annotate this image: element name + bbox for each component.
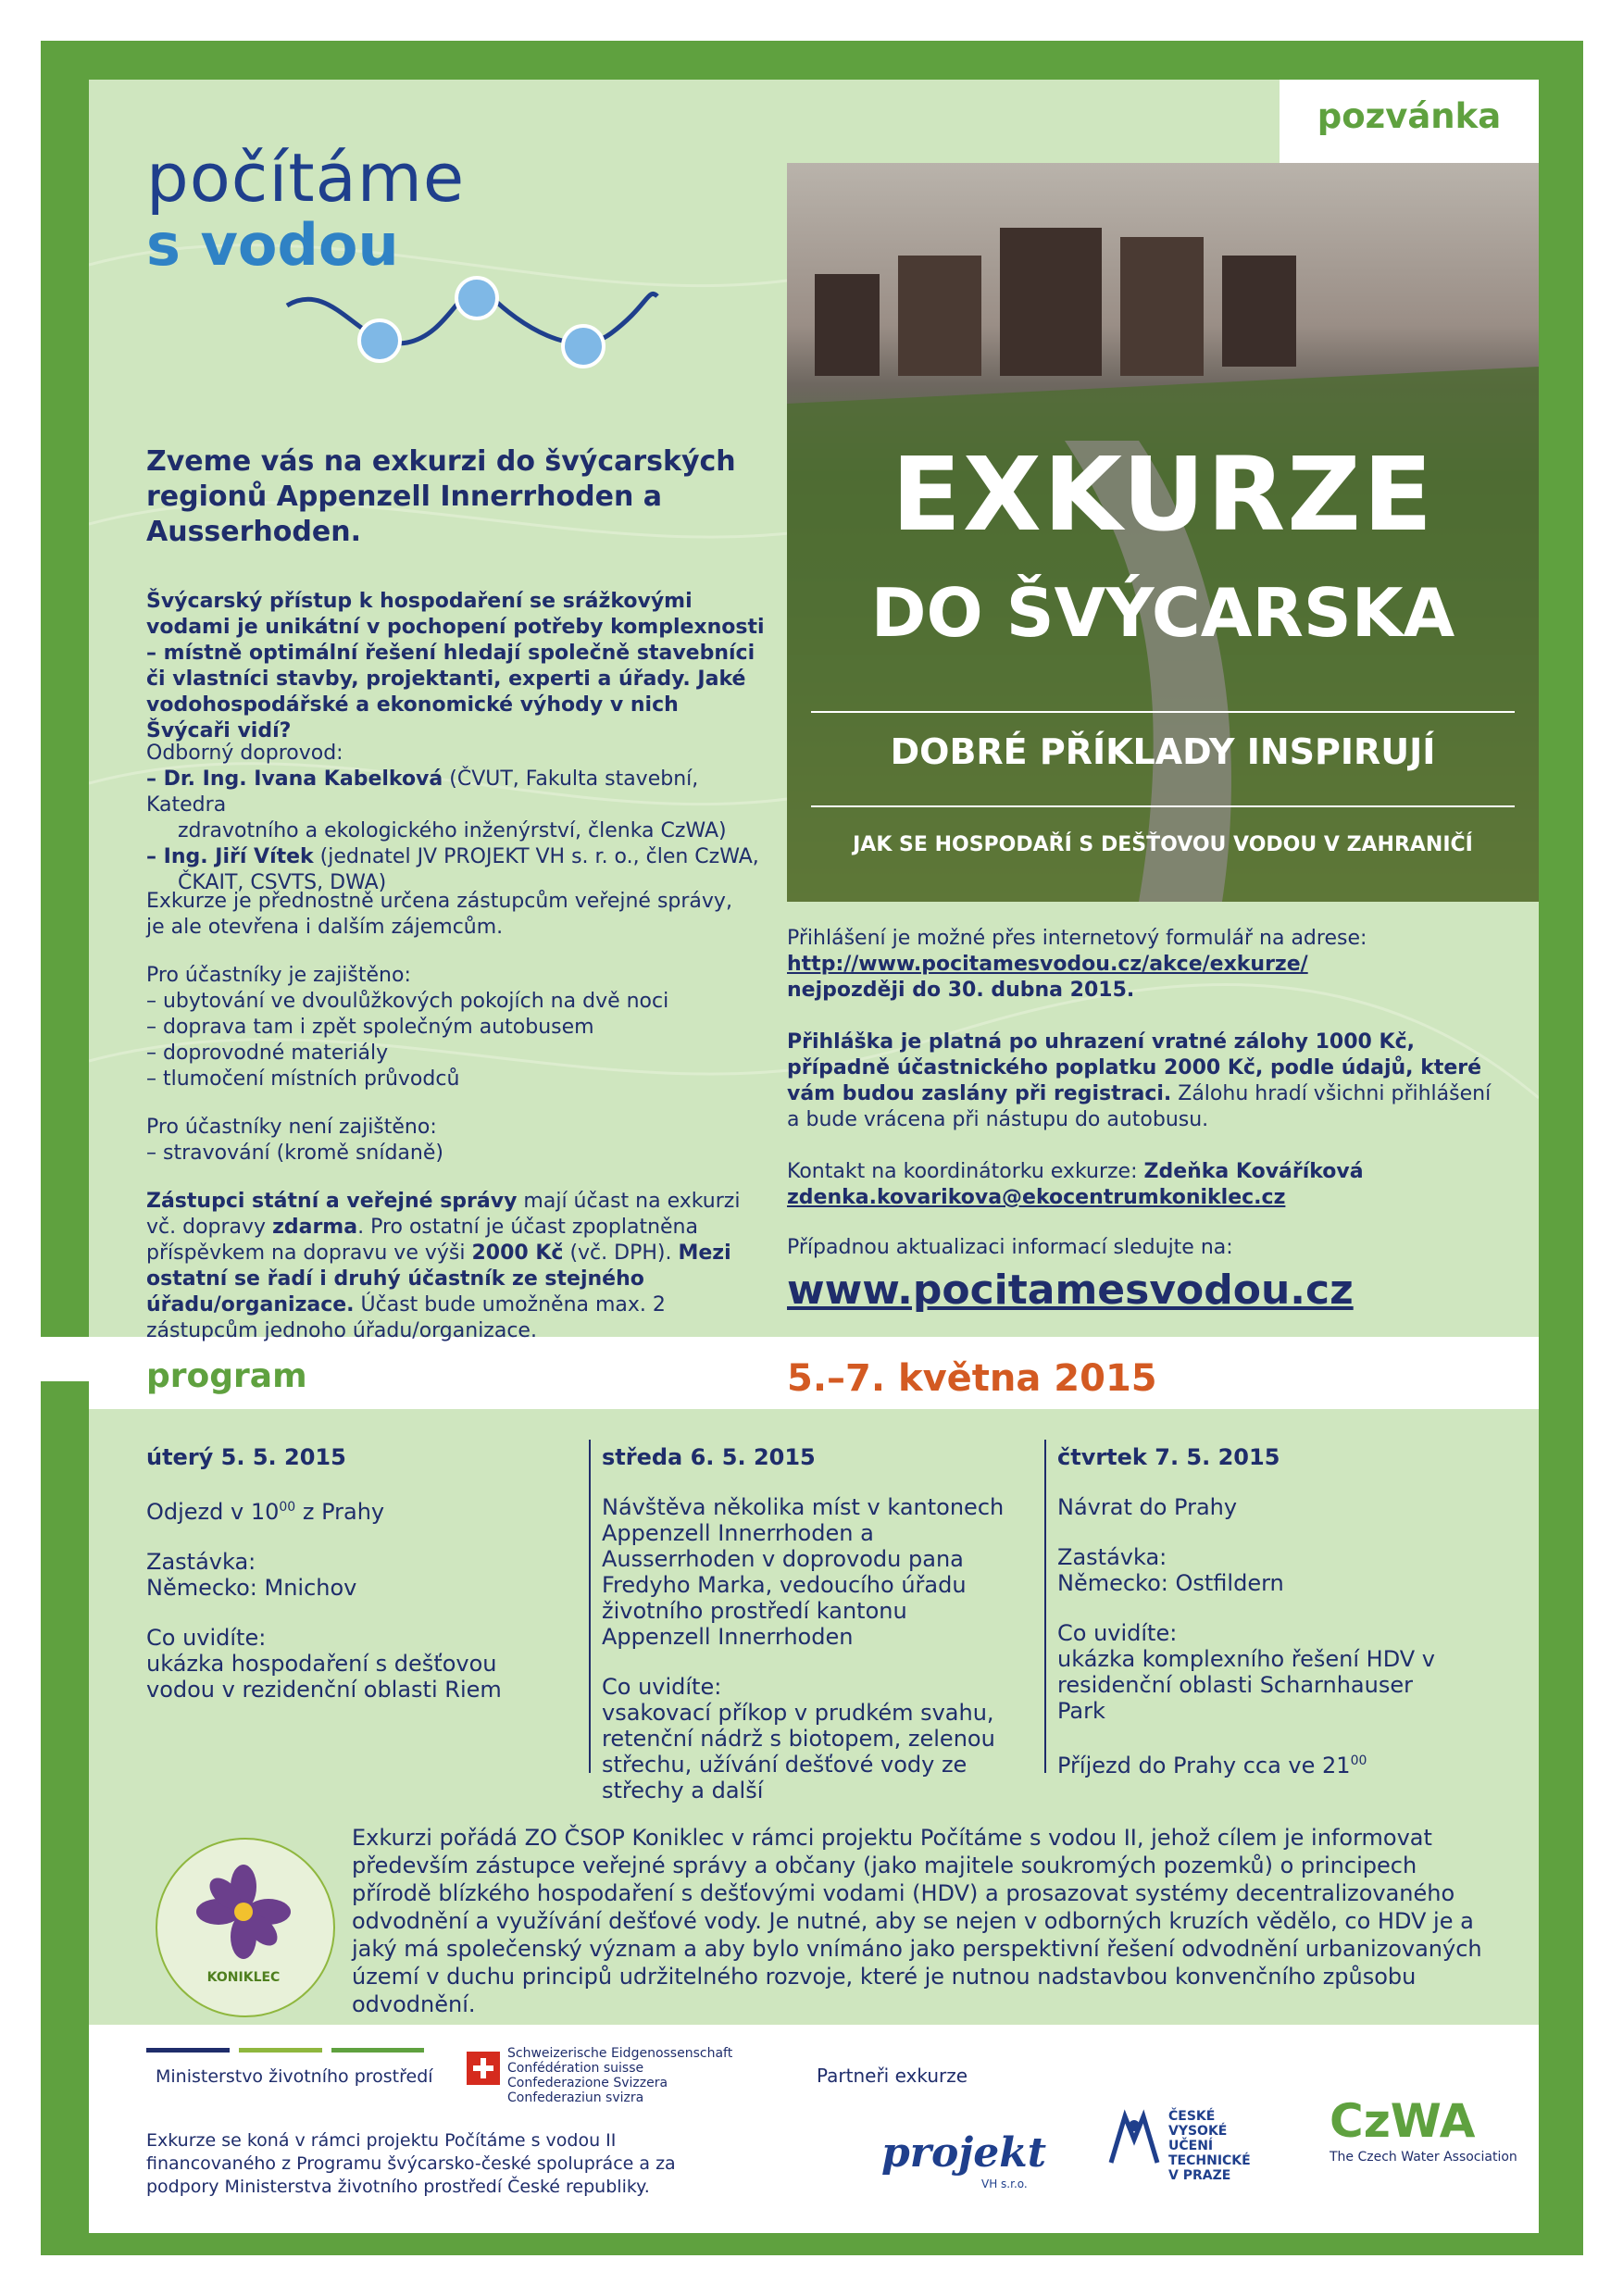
lead-heading: Zveme vás na exkurzi do švýcarských regionů Appenzell Innerrhoden a Ausserhoden.	[146, 445, 736, 548]
guide-2	[146, 844, 776, 870]
program-label: program	[146, 1357, 307, 1395]
swiss-line: Confédération suisse	[507, 2061, 644, 2076]
fees-text	[146, 1189, 757, 1344]
fees-p5: 2000 Kč	[471, 1242, 564, 1265]
ministry-logo-lines	[146, 2048, 424, 2055]
see-label: Co uvidíte:	[146, 1625, 267, 1651]
visit-text: Návštěva několika míst v kantonech Appenzell Innerrhoden a Ausserrhoden v doprovodu pana Fredyho Marka, vedoucího úřadu životního prostředí kantonu Appenzell Innerrhoden	[602, 1494, 1005, 1650]
fees-p2: mají účast na exkurzi vč. dopravy	[146, 1190, 741, 1239]
target-text: Exkurze je přednostně určena zástupcům veřejné správy, je ale otevřena i dalším zájemcům.	[146, 890, 732, 939]
program-dates: 5.–7. května 2015	[787, 1357, 1157, 1400]
fees-p8: Účast bude umožněna max. 2 zástupcům jednoho úřadu/organizace.	[146, 1293, 666, 1342]
fees-p3: zdarma	[272, 1216, 358, 1239]
koniklec-name: KONIKLEC	[206, 1970, 281, 1985]
stop-value: Německo: Mnichov	[146, 1575, 357, 1601]
stop-label: Zastávka:	[146, 1549, 256, 1575]
hero-rule-2	[811, 805, 1515, 807]
see-value: vsakovací příkop v prudkém svahu, retenční nádrž s biotopem, zelenou střechu, užívání dešťové vody ze střechy a další	[602, 1700, 995, 1803]
fees-p7: Mezi ostatní se řadí i druhý účastník ze stejného úřadu/organizace.	[146, 1242, 731, 1316]
contact-block	[787, 1159, 1509, 1211]
swiss-line: Confederazione Svizzera	[507, 2076, 668, 2090]
guide-1-rest: (ČVUT, Fakulta stavební, Katedra	[146, 767, 699, 817]
contact-name: Zdeňka Kováříková	[1143, 1160, 1364, 1183]
hero-tagline: JAK SE HOSPODAŘÍ S DEŠŤOVOU VODOU V ZAHRANIČÍ	[853, 833, 1473, 856]
contact-label: Kontakt na koordinátorku exkurze:	[787, 1160, 1144, 1183]
day-date: úterý 5. 5. 2015	[146, 1444, 346, 1470]
frame-left-lower	[41, 1381, 89, 2255]
fees-p1: Zástupci státní a veřejné správy	[146, 1190, 518, 1213]
cvut-line: V PRAZE	[1168, 2168, 1231, 2183]
program-day-3	[1057, 1444, 1465, 1778]
fees-p6: (vč. DPH).	[563, 1242, 679, 1265]
stop-value: Německo: Ostfildern	[1057, 1570, 1284, 1596]
not-provided-item: – stravování (kromě snídaně)	[146, 1142, 443, 1165]
hero-rule-1	[811, 711, 1515, 713]
guide-1-line2: zdravotního a ekologického inženýrství, členka CzWA)	[178, 819, 727, 842]
stop-label: Zastávka:	[1057, 1544, 1167, 1570]
partners-label: Partneři exkurze	[817, 2065, 968, 2087]
fees-p4: . Pro ostatní je účast zpoplatněna příspěvkem na dopravu ve výši	[146, 1216, 698, 1265]
column-divider	[589, 1440, 591, 1773]
swiss-line: Confederaziun svizra	[507, 2090, 644, 2105]
arrival-text	[1057, 1748, 1465, 1778]
guide-1-name: – Dr. Ing. Ivana Kabelková	[146, 767, 443, 791]
hero-title-line2: DO ŠVÝCARSKA	[870, 574, 1455, 652]
registration-url[interactable]: http://www.pocitamesvodou.cz/akce/exkurze/	[787, 953, 1308, 976]
cvut-line: UČENÍ	[1168, 2139, 1214, 2153]
validity-rest: Zálohu hradí všichni přihlášení a bude vrácena při nástupu do autobusu.	[787, 1082, 1492, 1131]
registration-deadline: nejpozději do 30. dubna 2015.	[787, 979, 1135, 1002]
cvut-line: TECHNICKÉ	[1168, 2153, 1251, 2168]
footer-note: Exkurze se koná v rámci projektu Počítáme s vodou II financovaného z Programu švýcarsko-české spolupráce a za podpory Ministerstva životního prostředí České republiky.	[146, 2130, 676, 2197]
day-date: středa 6. 5. 2015	[602, 1444, 816, 1470]
provided-item: – ubytování ve dvoulůžkových pokojích na dvě noci	[146, 990, 669, 1013]
logo-line1: počítáme	[146, 139, 466, 217]
logo-wave-icon	[278, 268, 667, 370]
contact-email[interactable]: zdenka.kovarikova@ekocentrumkoniklec.cz	[787, 1186, 1286, 1209]
swiss-line: Schweizerische Eidgenossenschaft	[507, 2046, 733, 2061]
czwa-subtitle: The Czech Water Association	[1330, 2150, 1517, 2165]
hero-subtitle: DOBRÉ PŘÍKLADY INSPIRUJÍ	[890, 731, 1436, 772]
not-provided-block	[146, 1115, 739, 1167]
guides-title: Odborný doprovod:	[146, 742, 343, 765]
swiss-confederation	[507, 2046, 732, 2105]
day-departure	[146, 1494, 554, 1525]
projekt-sub: VH s.r.o.	[981, 2177, 1028, 2190]
provided-item: – tlumočení místních průvodců	[146, 1067, 460, 1091]
frame-left	[41, 41, 89, 1337]
cvut-lion-icon	[1106, 2107, 1162, 2172]
program-day-2	[602, 1444, 1009, 1803]
cvut-name	[1168, 2109, 1251, 2183]
registration-line1: Přihlášení je možné přes internetový formulář na adrese:	[787, 927, 1367, 950]
swiss-flag-icon	[467, 2052, 500, 2085]
intro-text: Švýcarský přístup k hospodaření se srážkovými vodami je unikátní v pochopení potřeby komplexnosti – místně optimální řešení hledají společně stavebníci či vlastníci stavby, projektanti, experti a úřady. Jaké vodohospodářské a ekonomické výhody v nich Švýcaři vidí?	[146, 590, 765, 742]
cvut-line: VYSOKÉ	[1168, 2124, 1228, 2139]
program-day-1	[146, 1444, 554, 1703]
guide-1	[146, 767, 776, 818]
return-text: Návrat do Prahy	[1057, 1494, 1238, 1520]
validity-bold: Přihláška je platná po uhrazení vratné zálohy 1000 Kč, případně účastnického poplatku 2000 Kč, podle údajů, které vám budou zaslány při registraci.	[787, 1030, 1482, 1105]
updates-text: Případnou aktualizaci informací sledujte na:	[787, 1236, 1233, 1259]
organizer-text: Exkurzi pořádá ZO ČSOP Koniklec v rámci projektu Počítáme s vodou II, jehož cílem je informovat především zástupce veřejné správy a občany (jako majitele soukromých pozemků) o principech přírodě blízkého hospodaření s dešťovými vodami (HDV) a prosazovat systémy decentralizovaného odvodnění a využívání dešťové vody. Je nutné, aby se nejen v odborných kruzích vědělo, co HDV je a jaký má společenský význam a aby bylo vnímáno jako perspektivní řešení odvodnění urbanizovaných území v duchu principů udržitelného rozvoje, které je nutnou nadstavbou konvenčního způsobu odvodnění.	[352, 1825, 1482, 2017]
provided-item: – doprava tam i zpět společným autobusem	[146, 1016, 594, 1039]
provided-title: Pro účastníky je zajištěno:	[146, 964, 411, 987]
provided-block	[146, 963, 739, 1092]
logo-line2: s vodou	[146, 211, 399, 279]
projekt-logo: projekt	[881, 2129, 1047, 2177]
arrival-sup: 00	[1350, 1753, 1367, 1768]
provided-item: – doprovodné materiály	[146, 1042, 389, 1065]
frame-top	[41, 41, 1583, 80]
cvut-line: ČESKÉ	[1168, 2109, 1216, 2124]
website-link[interactable]: www.pocitamesvodou.cz	[787, 1267, 1354, 1314]
see-value: ukázka hospodaření s dešťovou vodou v rezidenční oblasti Riem	[146, 1651, 502, 1703]
frame-right	[1539, 41, 1583, 2255]
invitation-tag: pozvánka	[1317, 96, 1502, 136]
departure-text: Odjezd v 10	[146, 1499, 280, 1525]
column-divider	[1044, 1440, 1046, 1773]
frame-bottom	[41, 2233, 1583, 2255]
day-date: čtvrtek 7. 5. 2015	[1057, 1444, 1280, 1470]
validity-text	[787, 1029, 1509, 1133]
registration-block	[787, 926, 1509, 1004]
guide-2-line2: ČKAIT, CSVTS, DWA)	[178, 871, 387, 894]
departure-end: z Prahy	[295, 1499, 385, 1525]
guide-2-name: – Ing. Jiří Vítek	[146, 845, 314, 868]
see-label: Co uvidíte:	[1057, 1620, 1178, 1646]
not-provided-title: Pro účastníky není zajištěno:	[146, 1116, 437, 1139]
arrival-main: Příjezd do Prahy cca ve 21	[1057, 1753, 1351, 1778]
departure-sup: 00	[279, 1500, 296, 1515]
hero-title-line1: EXKURZE	[891, 435, 1435, 554]
see-value: ukázka komplexního řešení HDV v residenční oblasti Scharnhauser Park	[1057, 1646, 1435, 1724]
guides-block	[146, 741, 776, 896]
czwa-logo: CzWA	[1330, 2094, 1476, 2148]
ministry-name: Ministerstvo životního prostředí	[156, 2066, 433, 2087]
see-label: Co uvidíte:	[602, 1674, 722, 1700]
guide-2-rest: (jednatel JV PROJEKT VH s. r. o., člen CzWA,	[313, 845, 759, 868]
flower-icon	[193, 1861, 294, 1963]
